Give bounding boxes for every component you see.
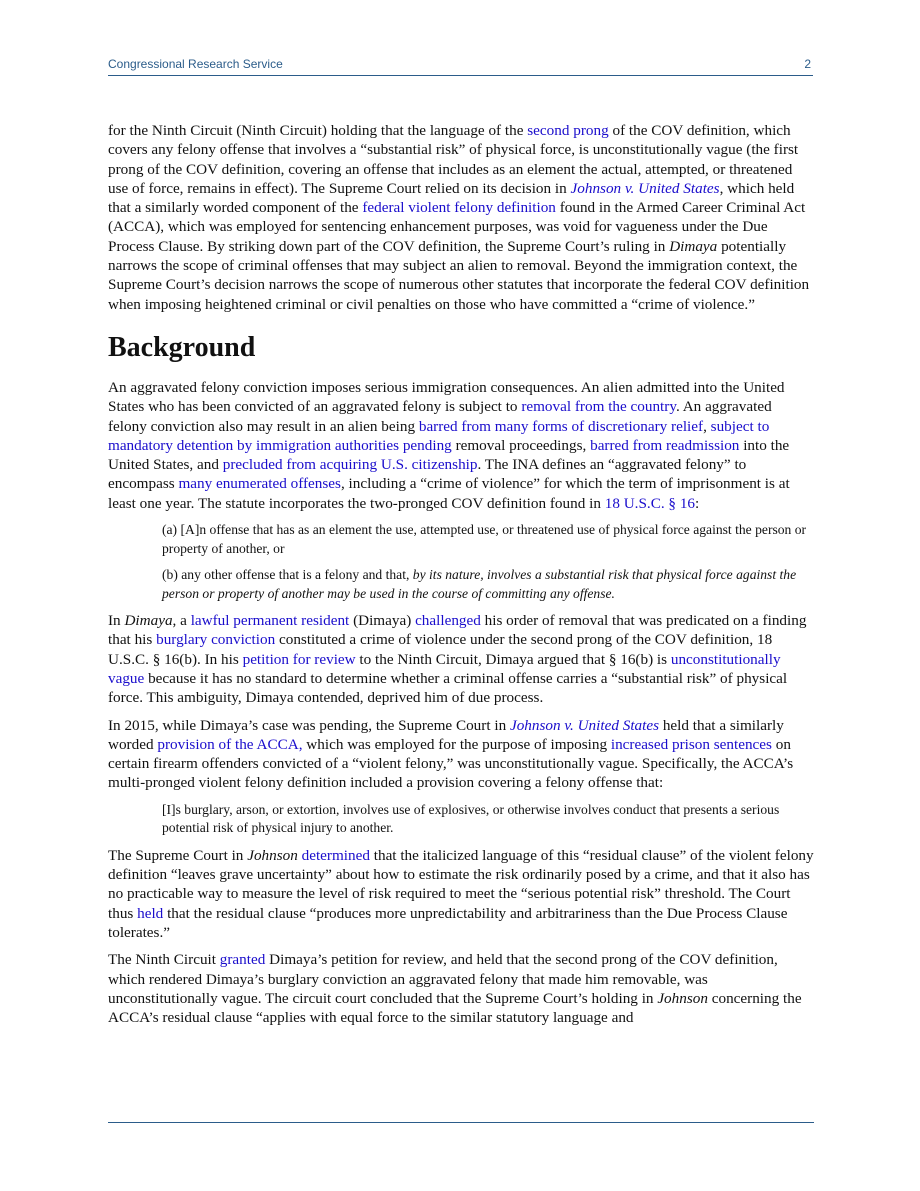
link-enumerated-offenses[interactable]: many enumerated offenses	[178, 475, 341, 493]
section-heading: Background	[108, 331, 256, 363]
link-precluded-citizenship[interactable]: precluded from acquiring U.S. citizenship	[222, 456, 478, 474]
text: . The INA defines an “aggravated felony” to encompass	[108, 456, 747, 493]
block-quote-acca	[162, 801, 814, 838]
text: for the Ninth Circuit (Ninth Circuit) holding that the language of the	[108, 122, 528, 139]
italic-text: by its nature, involves a substantial risk that physical force against the person or property of another may be used in the course of committing any offense.	[162, 567, 797, 601]
text: An aggravated felony conviction imposes serious immigration consequences. An alien admitted into the United States who has been convicted of an aggravated felony is subject to	[108, 378, 785, 416]
text: found in the Armed Career Criminal Act (ACCA), which was employed for sentencing enhancement purposes, was void for vagueness under the Due Process Clause. By striking down part of the COV definition, the Supreme Court’s ruling in	[108, 199, 806, 255]
text: (b) any other offense that is a felony and that,	[162, 567, 413, 583]
header-page-number: 2	[804, 57, 811, 71]
background-paragraph-3	[108, 716, 814, 793]
text: Dimaya’s petition for review, and held that the second prong of the COV definition, which rendered Dimaya’s burglary conviction an aggravated felony that made him removable, was unconstitutionally vague. The circuit court concluded that the Supreme Court’s holding in	[108, 951, 778, 1007]
text: constituted a crime of violence under the second prong of the COV definition, 18 U.S.C. § 16(b). In his	[108, 631, 773, 668]
link-petition-for-review[interactable]: petition for review	[242, 650, 356, 668]
header-source: Congressional Research Service	[108, 57, 283, 71]
link-johnson-v-united-states[interactable]: Johnson v. United States	[570, 179, 720, 197]
link-barred-readmission[interactable]: barred from readmission	[590, 436, 740, 454]
quote-clause-a: (a) [A]n offense that has as an element the use, attempted use, or threatened use of physical force against the person or property of another, or	[162, 522, 807, 556]
link-johnson-v-united-states-2[interactable]: Johnson v. United States	[509, 716, 660, 734]
text: (Dimaya)	[349, 612, 416, 630]
text: on certain firearm offenders convicted of a “violent felony,” was unconstitutionally vague. Specifically, the ACCA’s multi-pronged violent felony definition included a provision covering a felony offense that:	[108, 735, 794, 792]
text: removal proceedings,	[451, 436, 591, 454]
case-name: Johnson	[247, 846, 298, 864]
text: The Supreme Court in	[108, 846, 248, 864]
link-federal-violent-felony-definition[interactable]: federal violent felony definition	[362, 199, 556, 217]
link-removal-from-country[interactable]: removal from the country	[521, 398, 676, 416]
text: to the Ninth Circuit, Dimaya argued that § 16(b) is	[355, 650, 671, 668]
text: held that a similarly worded	[108, 716, 784, 753]
text: into the United States, and	[108, 436, 790, 474]
text: , which held that a similarly worded component of the	[108, 179, 795, 217]
case-name: Johnson	[657, 989, 708, 1007]
background-paragraph-5	[108, 950, 814, 1027]
text: which was employed for the purpose of imposing	[302, 735, 611, 753]
document-body	[108, 121, 814, 1035]
text: . An aggravated felony conviction also may result in an alien being	[108, 398, 772, 435]
link-barred-discretionary-relief[interactable]: barred from many forms of discretionary relief	[418, 417, 704, 435]
text: potentially narrows the scope of criminal offenses that may subject an alien to removal. Beyond the immigration context, the Supreme Court’s decision narrows the scope of numerous other statutes that incorporate the federal COV definition when imposing heightened criminal or civil penalties on those who have committed a “crime of violence.”	[108, 237, 810, 313]
text: his order of removal that was predicated on a finding that his	[108, 612, 807, 649]
text: :	[695, 494, 700, 512]
text: that the italicized language of this “residual clause” of the violent felony definition “leaves grave uncertainty” about how to estimate the risk ordinarily posed by a crime, and that it also has no practicable way to measure the level of risk required to meet the “serious potential risk” threshold. The Court thus	[108, 846, 814, 922]
page-header	[108, 57, 813, 76]
link-second-prong[interactable]: second prong	[527, 122, 609, 139]
background-paragraph-2	[108, 611, 814, 707]
text: , a	[172, 612, 191, 630]
background-paragraph-4	[108, 846, 814, 942]
text: that the residual clause “produces more unpredictability and arbitrariness than the Due Process Clause tolerates.”	[108, 904, 788, 941]
quote-residual-clause: [I]s burglary, arson, or extortion, involves use of explosives, or otherwise involves conduct that presents a serious potential risk of physical injury to another.	[162, 801, 780, 836]
text: concerning the ACCA’s residual clause “applies with equal force to the similar statutory language and	[108, 989, 802, 1027]
intro-paragraph	[108, 121, 814, 314]
text: of the COV definition, which covers any felony offense that involves a “substantial risk” of physical force, is unconstitutionally vague (the first prong of the COV definition, covering an offense that includes as an element the actual, attempted, or threatened use of force, remains in effect). The Supreme Court relied on its decision in	[108, 122, 799, 197]
background-paragraph-1	[108, 378, 814, 513]
case-name: Dimaya	[124, 612, 173, 630]
block-quote-statute	[162, 521, 814, 603]
link-burglary-conviction[interactable]: burglary conviction	[156, 631, 276, 649]
link-challenged[interactable]: challenged	[415, 612, 481, 630]
link-determined[interactable]: determined	[301, 846, 370, 864]
link-18-usc-16[interactable]: 18 U.S.C. § 16	[604, 494, 696, 512]
text: because it has no standard to determine whether a criminal offense carries a “substantial risk” of physical force. This ambiguity, Dimaya contended, deprived him of due process.	[108, 669, 788, 707]
quote-clause-b	[162, 566, 814, 603]
text: In	[108, 612, 125, 630]
case-name: Dimaya	[669, 237, 718, 255]
text: , including a “crime of violence” for which the term of imprisonment is at least one year. The statute incorporates the two-pronged COV definition found in	[108, 475, 790, 512]
link-granted[interactable]: granted	[219, 951, 266, 969]
link-increased-prison-sentences[interactable]: increased prison sentences	[610, 735, 772, 753]
link-unconstitutionally-vague[interactable]: unconstitutionally vague	[108, 650, 781, 687]
footer-rule	[108, 1122, 814, 1123]
link-lawful-permanent-resident[interactable]: lawful permanent resident	[190, 612, 350, 630]
link-provision-of-acca[interactable]: provision of the ACCA,	[157, 735, 303, 753]
link-mandatory-detention[interactable]: subject to mandatory detention by immigration authorities pending	[108, 417, 770, 454]
text: In 2015, while Dimaya’s case was pending, the Supreme Court in	[108, 716, 510, 734]
link-held[interactable]: held	[137, 904, 164, 922]
text: The Ninth Circuit	[108, 951, 220, 969]
text: ,	[703, 417, 711, 435]
